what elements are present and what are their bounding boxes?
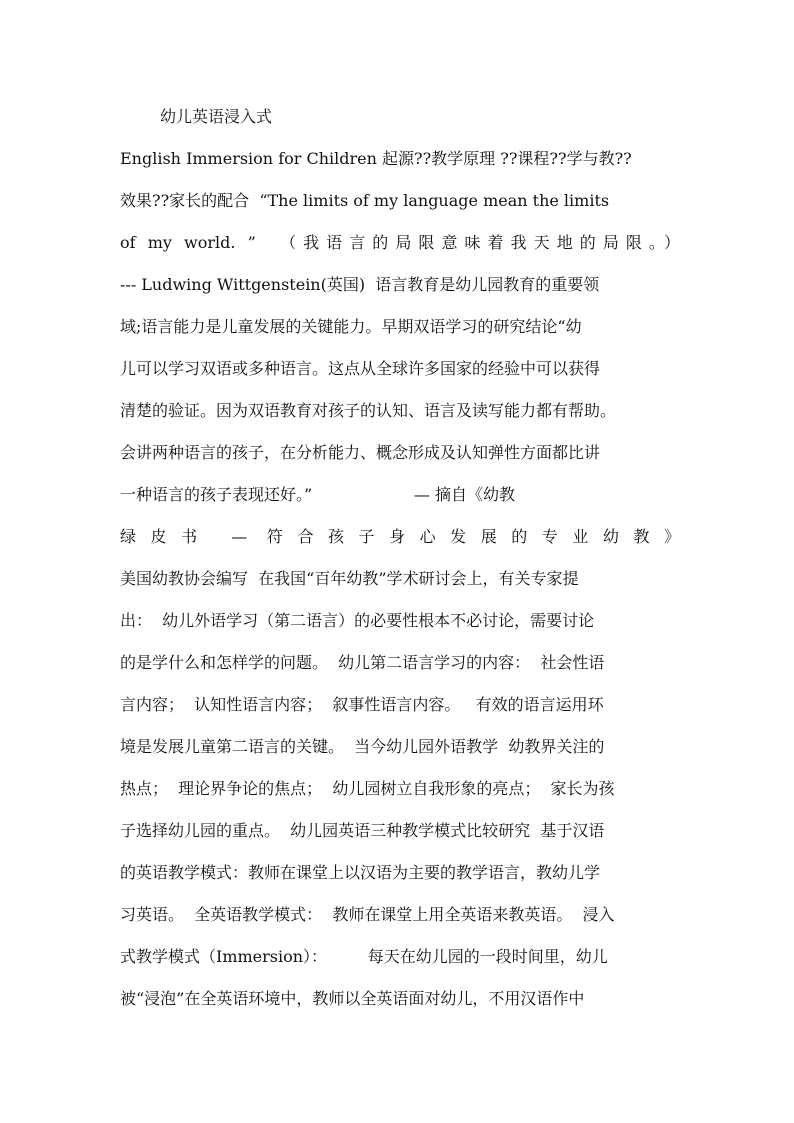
body-line-1: English Immersion for Children 起源??教学原理 ??课程??学与教?? [120,149,632,168]
body-line-2: 效果??家长的配合 “The limits of my language mean the limits [120,191,610,210]
body-line-6: 儿可以学习双语或多种语言。这点从全球许多国家的经验中可以获得 [120,359,601,378]
body-line-10: 绿皮书 — 符合孩子身心发展的专业幼教》 [120,527,680,546]
body-line-21: 被“浸泡”在全英语环境中，教师以全英语面对幼儿，不用汉语作中 [120,989,585,1008]
body-line-13: 的是学什么和怎样学的问题。 幼儿第二语言学习的内容： 社会性语 [120,653,605,672]
body-line-16: 热点； 理论界争论的焦点； 幼儿园树立自我形象的亮点； 家长为孩 [120,779,615,798]
body-line-7: 清楚的验证。因为双语教育对孩子的认知、语言及读写能力都有帮助。 [120,401,617,420]
body-line-18: 的英语教学模式：教师在课堂上以汉语为主要的教学语言，教幼儿学 [120,863,601,882]
body-line-8: 会讲两种语言的孩子，在分析能力、概念形成及认知弹性方面都比讲 [120,443,601,462]
body-line-19: 习英语。 全英语教学模式： 教师在课堂上用全英语来教英语。 浸入 [120,905,615,924]
body-line-14: 言内容； 认知性语言内容； 叙事性语言内容。 有效的语言运用环 [120,695,604,714]
body-line-20: 式教学模式（Immersion）： 每天在幼儿园的一段时间里，幼儿 [120,947,608,966]
body-line-12: 出： 幼儿外语学习（第二语言）的必要性根本不必讨论，需要讨论 [120,611,595,630]
document-title: 幼儿英语浸入式 [160,107,273,126]
body-line-17: 子选择幼儿园的重点。 幼儿园英语三种教学模式比较研究 基于汉语 [120,821,605,840]
body-line-5: 域;语言能力是儿童发展的关键能力。早期双语学习的研究结论“幼 [120,317,582,336]
body-line-3: of my world. ” （我语言的局限意味着我天地的局限。） [120,233,680,252]
body-line-4: --- Ludwing Wittgenstein(英国) 语言教育是幼儿园教育的重要领 [120,275,600,294]
body-line-11: 美国幼教协会编写 在我国“百年幼教”学术研讨会上，有关专家提 [120,569,579,588]
body-line-15: 境是发展儿童第二语言的关键。 当今幼儿园外语教学 幼教界关注的 [120,737,605,756]
body-line-9: 一种语言的孩子表现还好。” — 摘自《幼教 [120,485,515,504]
